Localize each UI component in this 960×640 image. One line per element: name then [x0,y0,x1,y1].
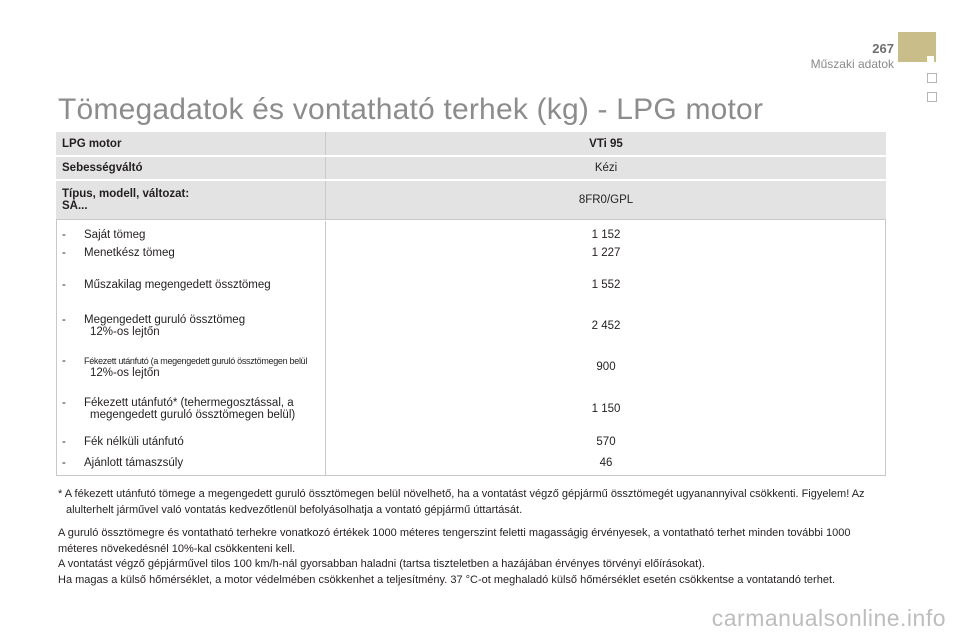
table-row [56,454,886,476]
row-dash: - [62,247,66,259]
table-row [56,388,886,430]
table-row [56,220,886,242]
type-label-line2: SA... [62,200,88,212]
row-value: 1 227 [326,242,887,264]
table-row [56,430,886,454]
row-value: 900 [326,346,887,388]
row-label: Megengedett guruló össztömeg [84,314,246,326]
page-title: Tömegadatok és vontatható terhek (kg) - LPG motor [58,93,764,126]
row-dash: - [62,314,66,326]
row-label: Ajánlott támaszsúly [84,457,184,469]
table-row [56,242,886,264]
table-header-engine [56,132,886,156]
row-value: 2 452 [326,306,887,346]
row-label: Fékezett utánfutó* (tehermegosztással, a [84,397,294,409]
row-label: Műszakilag megengedett össztömeg [84,279,271,291]
row-sublabel: 12%-os lejtőn [90,367,160,379]
row-dash: - [62,228,66,241]
row-label: Fék nélküli utánfutó [84,436,184,448]
row-sublabel: 12%-os lejtőn [90,326,160,338]
page-number: 267 [872,41,894,56]
row-value: 1 552 [326,264,887,306]
table-header-gearbox [56,156,886,180]
row-value: 1 150 [326,388,887,430]
row-value: 1 152 [326,220,887,242]
row-value: 570 [326,430,887,454]
specs-table [56,132,886,476]
section-name: Műszaki adatok [810,57,894,71]
type-value: 8FR0/GPL [326,180,887,220]
table-header-type [56,180,886,220]
row-value: 46 [326,454,887,476]
chapter-box-1 [927,73,937,83]
engine-label: LPG motor [56,132,326,156]
table-row [56,306,886,346]
type-label-line1: Típus, modell, változat: [62,188,190,200]
row-label: Menetkész tömeg [84,247,175,259]
table-row [56,346,886,388]
row-dash: - [62,436,66,448]
temperature-note: Ha magas a külső hőmérséklet, a motor védelmében csökkenhet a teljesítmény. 37 °C-ot meghaladó külső hőmérséklet esetén csökkentse a vontatandó terhet. [58,573,836,586]
footnote: * A fékezett utánfutó tömege a megengedett guruló össztömegen belül növelhető, ha a vontatást végző gépjármű össztömegét ugyanannyival csökkenti. Figyelem! Az alulterhelt járművel való vontatás kedvezőtlenül befolyásolhatja a vontató gépjármű úttartását. [58,488,865,516]
row-dash: - [62,279,66,291]
row-dash: - [62,355,66,367]
speed-note: A vontatást végző gépjárművel tilos 100 km/h-nál gyorsabban haladni (tartsa tiszteletben a hazájában érvényes törvényi előírásokat). [58,558,705,570]
row-sublabel: megengedett guruló össztömegen belül) [90,409,296,421]
gearbox-value: Kézi [326,156,887,180]
engine-value: VTi 95 [326,132,887,156]
chapter-box-2 [927,92,937,102]
row-label: Fékezett utánfutó (a megengedett guruló össztömegen belül [84,356,308,366]
gearbox-label: Sebességváltó [56,156,326,180]
altitude-note: A guruló össztömegre és vontatható terhekre vonatkozó értékek 1000 méteres tengerszint feletti magasságig érvényesek, a vontatható terhet minden további 1000 méteres növekedésnél 10%-kal csökkenteni kell. [58,527,851,555]
row-label: Saját tömeg [84,228,146,241]
chapter-tab-marker [927,56,934,63]
type-label [56,180,326,220]
table-row [56,264,886,306]
row-dash: - [62,457,66,469]
notes-section [58,487,888,588]
row-dash: - [62,397,66,409]
watermark: carmanualsonline.info [711,605,946,631]
